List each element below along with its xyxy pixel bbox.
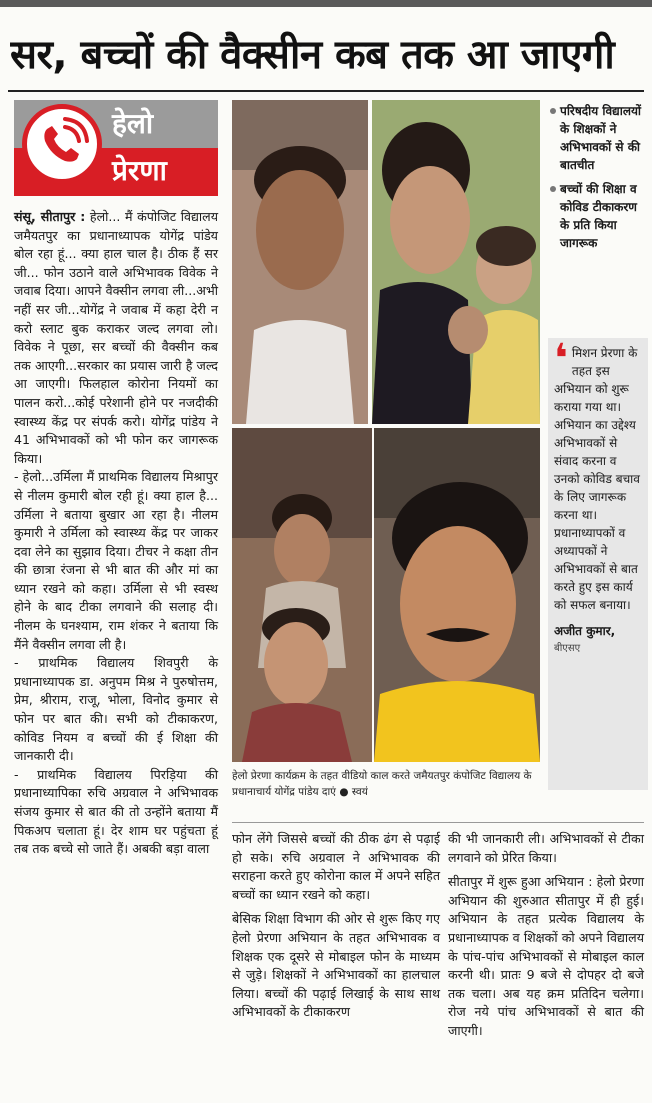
quote-mark-icon: ❛: [554, 336, 568, 382]
highlights: [550, 102, 648, 258]
photo-teen-and-girl: [232, 428, 372, 762]
article-column-3: [448, 830, 644, 1041]
quote-box: [548, 338, 648, 790]
headline-rule: [8, 90, 644, 92]
logo-word-prerna: प्रेरणा: [112, 154, 167, 187]
quote-text: मिशन प्रेरणा के तहत इस अभियान को शुरू कराया गया था। अभियान का उद्देश्य अभिभावकों से संवाद करना व उनको कोविड बचाव के लिए जागरूक करना था। प्रधानाध्यापकों व अध्यापकों ने अभिभावकों से बात करते हुए इस कार्य को सफल बनाया।: [554, 346, 640, 612]
bullet-icon: [550, 108, 556, 114]
paragraph: - प्राथमिक विद्यालय शिवपुरी के प्रधानाध्यापक डा. अनुपम मिश्र ने पुरुषोत्तम, प्रेम, श्रीराम, राजू, भोला, विनोद कुमार से फोन पर बात की। सभी को टीकाकरण, कोविड नियम व बच्चों की ई शिक्षा की जानकारी दी।: [14, 655, 218, 764]
photo-girl-with-children: [372, 100, 540, 424]
paragraph: - प्राथमिक विद्यालय पिरड़िया की प्रधानाध्यापिका रुचि अग्रवाल ने अभिभावक संजय कुमार से बात की तो उन्होंने बताया मैं पिकअप चलाता हूं। देर शाम घर पहुंचता हूं तब तक बच्चे सो जाते हैं। अबकी बड़ा वाला: [14, 766, 218, 857]
paragraph: सीतापुर में शुरू हुआ अभियान : हेलो प्रेरणा अभियान की शुरुआत सीतापुर में ही हुई। अभियान के तहत प्रत्येक विद्यालय के प्रधानाध्यापक व शिक्षकों को अपने विद्यालय के पांच-पांच अभिभावकों से मोबाइल काल करनी थी। प्रातः 9 बजे से दोपहर दो बजे तक चला। अब यह क्रम प्रतिदिन चलेगा। रोज नये पांच अभिभावकों से बात की जाएगी।: [448, 874, 644, 1038]
article-column-1: [14, 208, 218, 859]
highlight-text: परिषदीय विद्यालयों के शिक्षकों ने अभिभावकों से की बातचीत: [560, 104, 642, 172]
article-column-2: [232, 830, 440, 1022]
paragraph: की भी जानकारी ली। अभिभावकों से टीका लगवाने को प्रेरित किया।: [448, 831, 644, 865]
logo-word-hello: हेलो: [112, 107, 154, 140]
quote-author-role: बीएसए: [554, 643, 581, 654]
headline: सर, बच्चों की वैक्सीन कब तक आ जाएगी: [10, 32, 615, 78]
quote-author: अजीत कुमार,: [554, 624, 616, 638]
highlight-item: [550, 180, 648, 252]
top-bar: [0, 0, 652, 7]
paragraph: फोन लेंगे जिससे बच्चों की ठीक ढंग से पढ़ाई हो सके। रुचि अग्रवाल ने अभिभावक की सराहना करते हुए कोरोना काल में अपने सहित बच्चों का ध्यान रखने को कहा।: [232, 831, 440, 902]
paragraph: - हेलो...उर्मिला मैं प्राथमिक विद्यालय मिश्रापुर से नीलम कुमारी बोल रही हूं। क्या हाल है... उर्मिला ने बताया बुखार आ रहा है। नीलम कुमारी ने उर्मिला को स्वास्थ्य केंद्र पर जाकर दवा लेने का सुझाव दिया। टीचर ने कक्षा तीन की छात्रा रंजना से भी बात की और मां का ध्यान रखने को कहा। उर्मिला से भी स्वस्थ होने के बाद टीका लगवाने की सलाह दी। नीलम के घनश्याम, राम शंकर ने बताया कि मैंने वैक्सीन लगवा ली है।: [14, 469, 218, 652]
phone-icon: [22, 104, 102, 184]
paragraph-text: हेलो... मैं कंपोजिट विद्यालय जमैयतपुर का प्रधानाध्यापक योगेंद्र पांडेय बोल रहा हूं... क्या हाल चाल है। ठीक हैं सर जी... फोन उठाने वाले अभिभावक विवेक ने जवाब दिया। आपने वैक्सीन लगवा ली...अभी नहीं सर जी...योगेंद्र ने जवाब में कहा देरी न करो स्लाट बुक कराकर जल्द लगवा लो। विवेक ने पूछा, सर बच्चों की वैक्सीन कब तक आएगी...सरकार का प्रयास जारी है जल्द आ जाएगी। फिलहाल कोरोना नियमों का पालन करो...कोई परेशानी होने पर नजदीकी स्वास्थ्य केंद्र पर संपर्क करो। योगेंद्र पांडेय ने 41 अभिभावकों को भी फोन कर जागरूक किया।: [14, 209, 218, 466]
photo-caption: हेलो प्रेरणा कार्यक्रम के तहत वीडियो काल करते जमैयतपुर कंपोजिट विद्यालय के प्रधानाचार्य योगेंद्र पांडेय दाएं ● स्वयं: [232, 770, 532, 798]
highlight-text: बच्चों की शिक्षा व कोविड टीकाकरण के प्रति किया जागरूक: [560, 182, 637, 250]
section-rule: [232, 822, 644, 823]
photo-principal-smiling: [374, 428, 540, 762]
dateline: संसू, सीतापुर :: [14, 209, 86, 224]
hello-prerna-logo: [14, 100, 218, 196]
quote: [554, 336, 644, 614]
photo-young-man: [232, 100, 368, 424]
paragraph: [14, 208, 218, 468]
paragraph: बेसिक शिक्षा विभाग की ओर से शुरू किए गए हेलो प्रेरणा अभियान के तहत अभिभावक व शिक्षक एक दूसरे से मोबाइल फोन के माध्यम से जुड़े। शिक्षकों ने अभिभावकों का हालचाल लिया। बच्चों की पढ़ाई लिखाई के साथ साथ अभिभावकों के टीकाकरण: [232, 911, 440, 1020]
bullet-icon: [550, 186, 556, 192]
highlight-item: [550, 102, 648, 174]
